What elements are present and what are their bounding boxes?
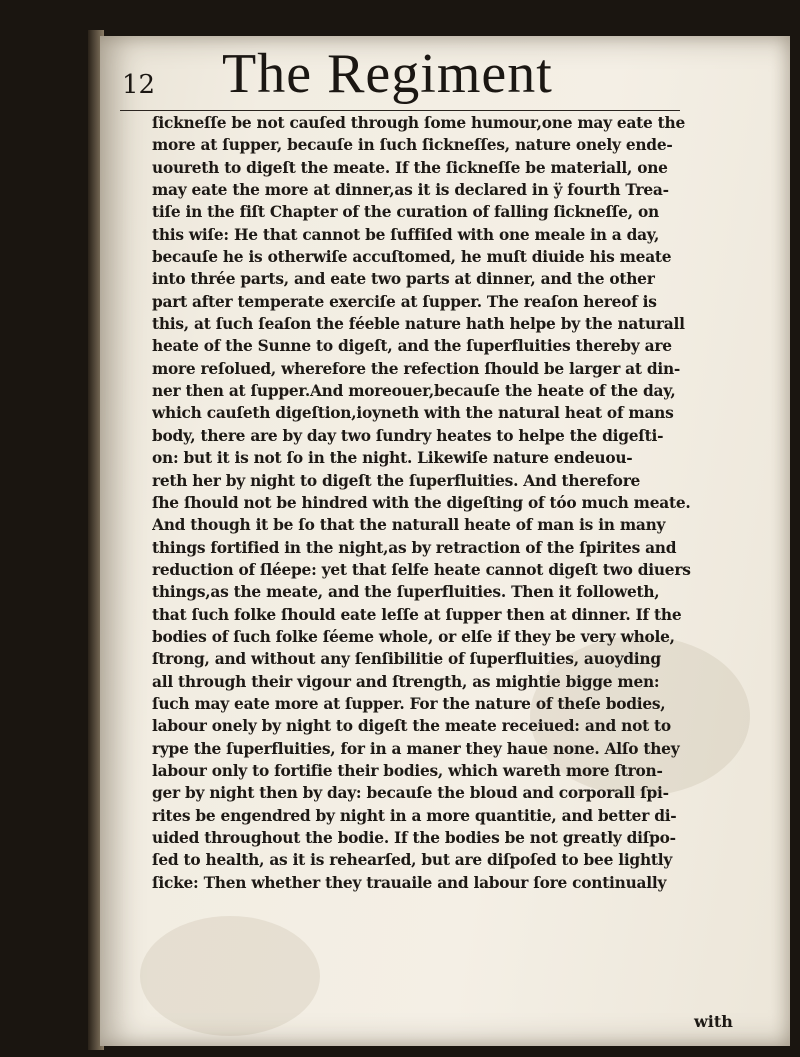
- text-line: that ſuch folke ſhould eate leſſe at ſupper then at dinner. If the: [152, 605, 682, 624]
- text-line: ſuch may eate more at ſupper. For the nature of theſe bodies,: [152, 694, 666, 713]
- text-line: And though it be ſo that the naturall heate of man is in many: [152, 516, 666, 535]
- text-line: into thrée parts, and eate two parts at dinner, and the other: [152, 270, 655, 289]
- page-number: 12: [122, 70, 156, 100]
- text-line: ſhe ſhould not be hindred with the digeſting of tóo much meate.: [152, 493, 691, 512]
- text-line: uoureth to digeſt the meate. If the ſickneſſe be materiall, one: [152, 158, 668, 177]
- text-line: ſed to health, as it is rehearſed, but are diſpoſed to bee lightly: [152, 851, 673, 870]
- text-line: bodies of ſuch folke ſéeme whole, or elſe if they be very whole,: [152, 627, 675, 646]
- body-text: [152, 112, 762, 894]
- text-line: reth her by night to digeſt the ſuperfluities. And therefore: [152, 471, 641, 490]
- text-line: body, there are by day two ſundry heates to helpe the digeſti-: [152, 426, 664, 445]
- text-line: reduction of ſléepe: yet that ſelfe heate cannot digeſt two diuers: [152, 560, 691, 579]
- text-line: uided throughout the bodie. If the bodies be not greatly diſpo-: [152, 829, 676, 847]
- text-line: rype the ſuperfluities, for in a maner they haue none. Alſo they: [152, 739, 680, 758]
- text-line: ſtrong, and without any ſenſibilitie of ſuperfluities, auoyding: [152, 650, 661, 669]
- text-line: more at ſupper, becauſe in ſuch ſickneſſes, nature onely ende-: [152, 136, 673, 155]
- text-line: ger by night then by day: becauſe the bloud and corporall ſpi-: [152, 784, 669, 803]
- text-line: which cauſeth digeſtion,ioyneth with the natural heat of mans: [152, 404, 674, 423]
- text-line: rites be engendred by night in a more quantitie, and better di-: [152, 806, 677, 825]
- text-line: labour onely by night to digeſt the meate receiued: and not to: [152, 717, 671, 736]
- text-line: things,as the meate, and the ſuperfluities. Then it followeth,: [152, 583, 660, 602]
- running-head-title: The Regiment: [222, 43, 553, 105]
- catchword: with: [694, 1012, 733, 1031]
- text-line: on: but it is not ſo in the night. Likewiſe nature endeuou-: [152, 449, 633, 468]
- text-line: tiſe in the fiſt Chapter of the curation of falling ſickneſſe, on: [152, 203, 659, 222]
- text-line: more reſolued, wherefore the refection ſhould be larger at din-: [152, 359, 681, 378]
- text-line: labour only to fortifie their bodies, which wareth more ſtron-: [152, 761, 663, 780]
- text-line: becauſe he is otherwiſe accuſtomed, he muſt diuide his meate: [152, 248, 672, 267]
- text-line: this, at ſuch ſeaſon the féeble nature hath helpe by the naturall: [152, 315, 685, 334]
- paper-stain: [140, 916, 320, 1036]
- text-line: may eate the more at dinner,as it is declared in ÿ fourth Trea-: [152, 181, 669, 200]
- text-line: ſickneſſe be not cauſed through ſome humour,one may eate the: [152, 114, 686, 132]
- text-line: things fortified in the night,as by retraction of the ſpirites and: [152, 538, 677, 557]
- text-line: all through their vigour and ſtrength, as mightie bigge men:: [152, 672, 660, 691]
- text-line: ner then at ſupper.And moreouer,becauſe the heate of the day,: [152, 382, 676, 401]
- text-line: this wiſe: He that cannot be ſuffiſed with one meale in a day,: [152, 225, 660, 244]
- text-line: ſicke: Then whether they trauaile and labour ſore continually: [152, 873, 667, 892]
- text-line: part after temperate exerciſe at ſupper. The reaſon hereof is: [152, 292, 657, 311]
- text-line: heate of the Sunne to digeſt, and the ſuperfluities thereby are: [152, 337, 672, 356]
